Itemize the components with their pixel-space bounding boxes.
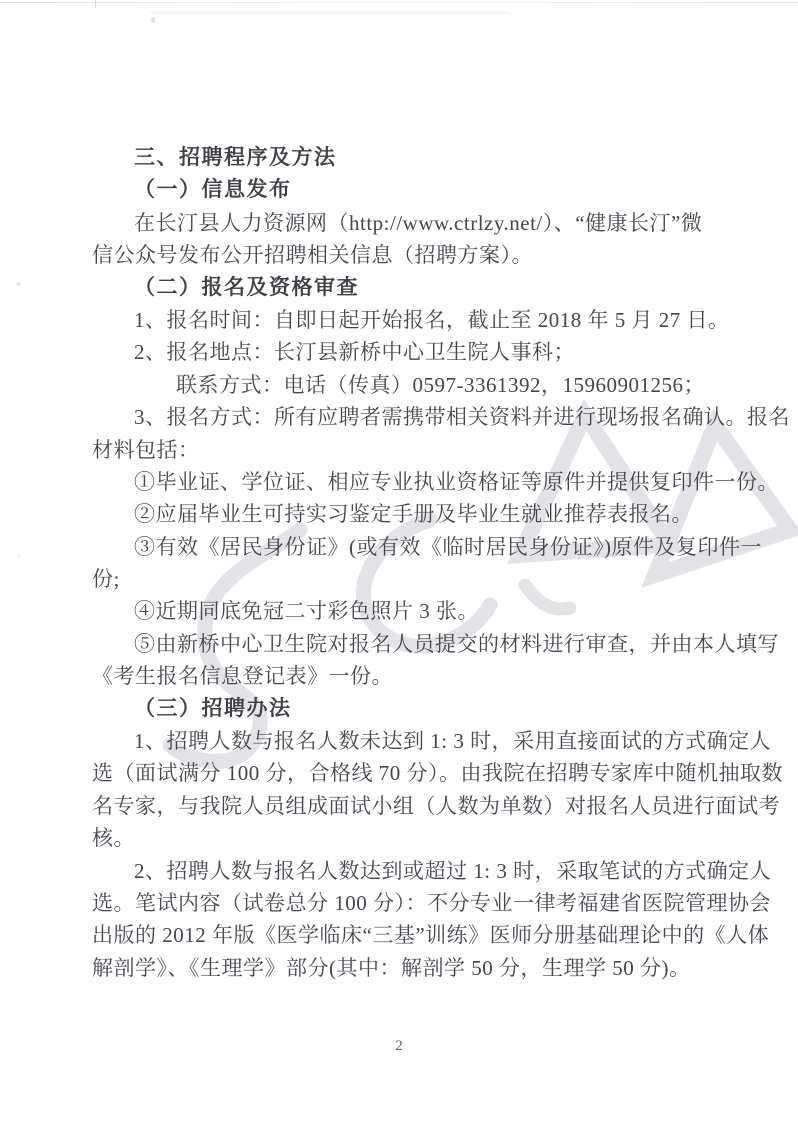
section-heading-line: 三、招聘程序及方法 xyxy=(134,146,337,169)
text-line: 1、招聘人数与报名人数未达到 1: 3 时，采用直接面试的方式确定人 xyxy=(134,729,772,754)
scan-speck xyxy=(17,555,20,558)
text-line: 选。笔试内容（试卷总分 100 分）：不分专业一律考福建省医院管理协会 xyxy=(92,890,771,915)
text-line: 出版的 2012 年版《医学临床“三基”训练》医师分册基础理论中的《人体 xyxy=(92,923,770,948)
text-line: 材料包括： xyxy=(92,437,200,462)
section-heading-line: （二）报名及资格审查 xyxy=(134,275,359,299)
section-heading-line: （一）信息发布 xyxy=(134,178,292,202)
text-line: 2、报名地点：长汀县新桥中心卫生院人事科； xyxy=(134,340,575,365)
text-line: 《考生报名信息登记表》一份。 xyxy=(92,664,393,689)
text-line: 信公众号发布公开招聘相关信息（招聘方案）。 xyxy=(92,243,533,268)
text-line: 3、报名方式：所有应聘者需携带相关资料并进行现场报名确认。报名 xyxy=(134,405,790,430)
text-line: 在长汀县人力资源网（http://www.ctrlzy.net/）、“健康长汀”微 xyxy=(134,210,703,235)
scan-speck xyxy=(151,17,155,23)
text-line: 联系方式：电话（传真）0597-3361392，15960901256； xyxy=(176,372,705,397)
scan-artifact-top-line xyxy=(0,2,798,3)
scan-artifact-top-line-2 xyxy=(150,12,510,13)
text-line: 2、招聘人数与报名人数达到或超过 1: 3 时，采取笔试的方式确定人 xyxy=(134,858,772,883)
text-line: 份; xyxy=(92,567,120,592)
text-line: ⑤由新桥中心卫生院对报名人员提交的材料进行审查，并由本人填写 xyxy=(134,631,779,656)
scan-speck xyxy=(16,282,21,286)
text-line: ④近期同底免冠二寸彩色照片 3 张。 xyxy=(134,599,479,624)
text-line: ①毕业证、学位证、相应专业执业资格证等原件并提供复印件一份。 xyxy=(134,469,779,494)
text-line: 解剖学》、《生理学》部分(其中：解剖学 50 分，生理学 50 分)。 xyxy=(92,955,691,980)
text-line: 1、报名时间：自即日起开始报名，截止至 2018 年 5 月 27 日。 xyxy=(134,307,730,332)
text-line: ②应届毕业生可持实习鉴定手册及毕业生就业推荐表报名。 xyxy=(134,502,693,527)
page-number: 2 xyxy=(395,1038,403,1054)
scan-artifact-tick xyxy=(95,0,96,8)
section-heading-line: （三）招聘办法 xyxy=(134,696,292,720)
text-line: 选（面试满分 100 分，合格线 70 分）。由我院在招聘专家库中随机抽取数 xyxy=(92,761,783,786)
text-line: 核。 xyxy=(92,826,135,851)
document-lines xyxy=(92,142,790,984)
text-line: 名专家，与我院人员组成面试小组（人数为单数）对报名人员进行面试考 xyxy=(92,793,780,818)
text-line: ③有效《居民身份证》(或有效《临时居民身份证》)原件及复印件一 xyxy=(134,534,762,559)
